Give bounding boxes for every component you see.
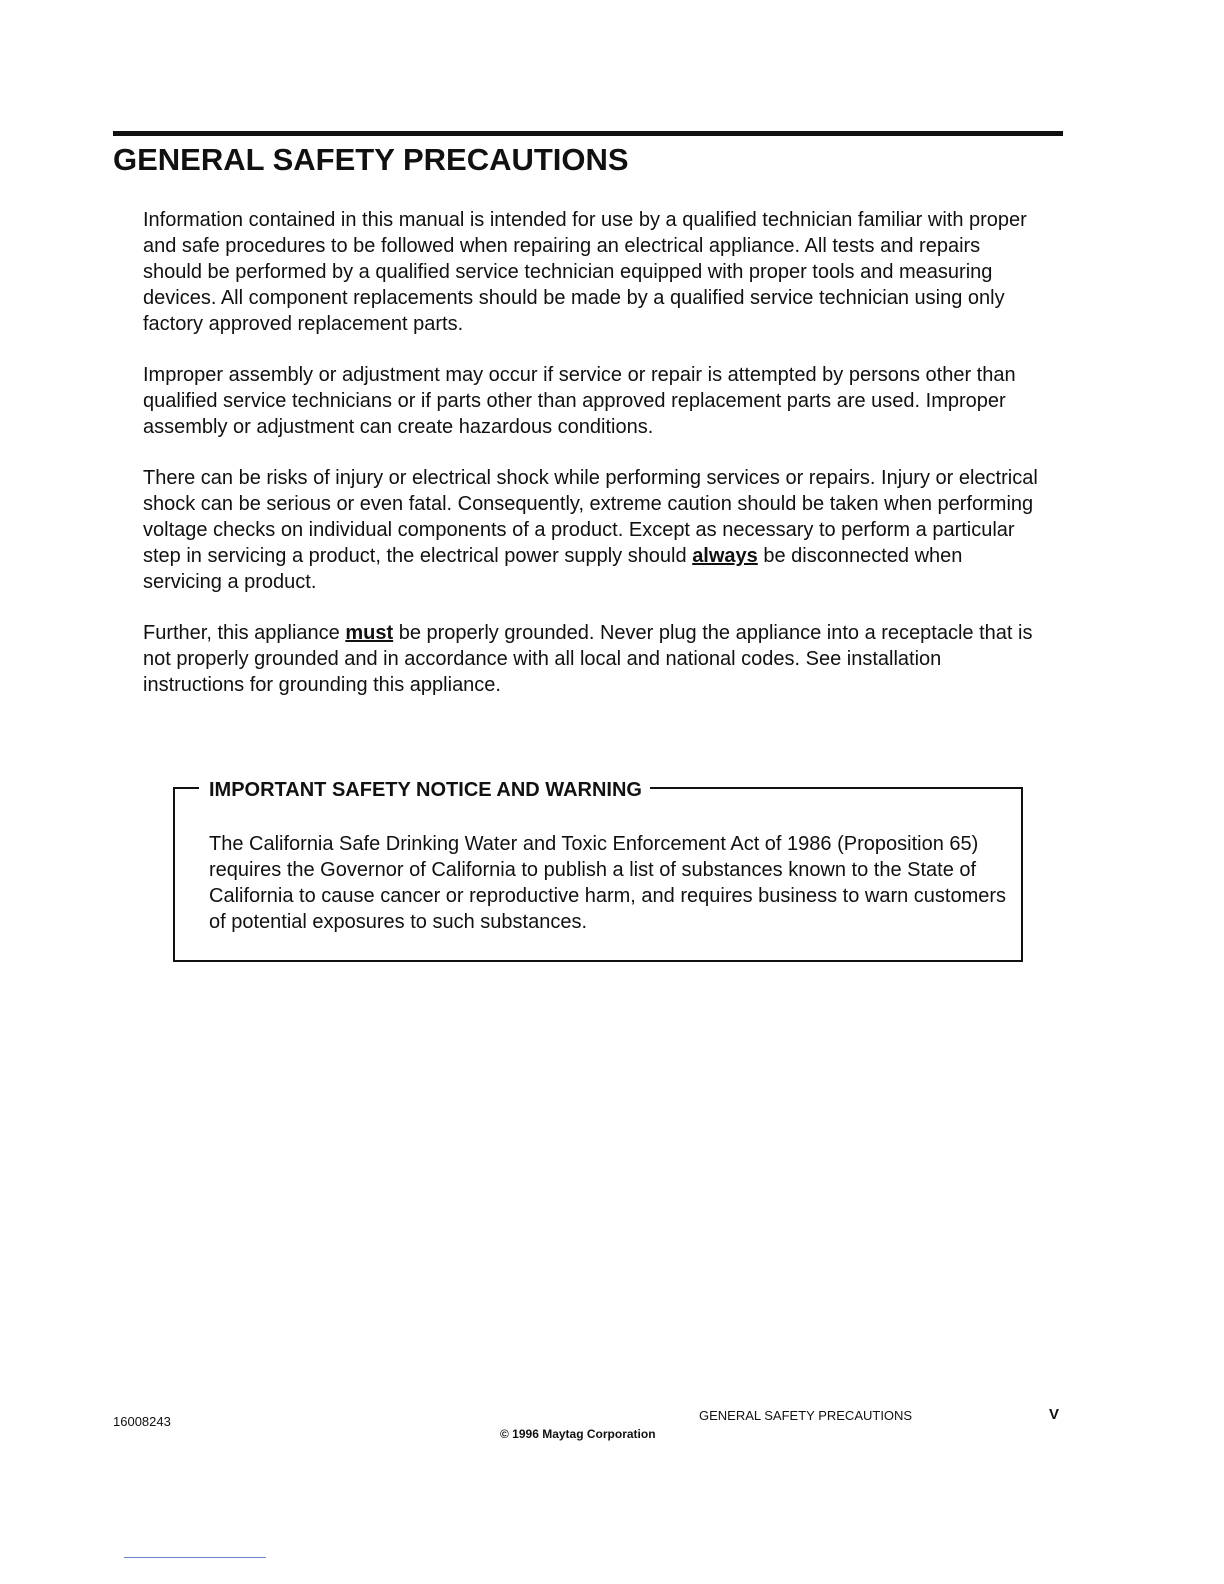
emphasis-must: must (345, 622, 394, 644)
footer-copyright: © 1996 Maytag Corporation (500, 1427, 656, 1441)
page-title: GENERAL SAFETY PRECAUTIONS (113, 142, 629, 177)
safety-notice-box (173, 779, 1023, 962)
paragraph-qualified-technician: Information contained in this manual is intended for use by a qualified technician familiar with proper and safe procedures to be followed when repairing an electrical appliance. All tests and repairs should be performed by a qualified service technician equipped with proper tools and measuring devices. All component replacements should be made by a qualified service technician using only factory approved replacement parts. (143, 209, 1027, 335)
paragraph-grounding (143, 620, 1043, 698)
shock-risk-text-before: There can be risks of injury or electrical shock while performing services or repairs. Injury or electrical shock can be serious or even fatal. Consequently, extreme caution should be taken when performing voltage checks on individual components of a product. Except as necessary to perform a particular step in servicing a product, the electrical power supply should (143, 467, 1038, 567)
paragraph-shock-risk (143, 465, 1043, 595)
footer-page-number: V (1049, 1406, 1060, 1423)
grounding-text-before: Further, this appliance (143, 622, 346, 644)
shock-risk-text-after: be disconnected when servicing a product. (143, 545, 963, 593)
footer-doc-number: 16008243 (113, 1414, 171, 1429)
scan-line-mark (124, 1557, 266, 1558)
header-rule (113, 131, 1063, 136)
footer-section-title: GENERAL SAFETY PRECAUTIONS (699, 1408, 913, 1423)
safety-notice-text: The California Safe Drinking Water and Toxic Enforcement Act of 1986 (Proposition 65) requires the Governor of California to publish a list of substances known to the State of California to cause cancer or reproductive harm, and requires business to warn customers of potential exposures to such substances. (209, 833, 1007, 933)
safety-notice-title: IMPORTANT SAFETY NOTICE AND WARNING (199, 778, 650, 802)
emphasis-always: always (692, 545, 758, 567)
body-text (143, 207, 1043, 723)
grounding-text-after: be properly grounded. Never plug the appliance into a receptacle that is not properly grounded and in accordance with all local and national codes. See installation instructions for grounding this appliance. (143, 622, 1033, 696)
paragraph-improper-assembly: Improper assembly or adjustment may occur if service or repair is attempted by persons other than qualified service technicians or if parts other than approved replacement parts are used. Improper assembly or adjustment can create hazardous conditions. (143, 364, 1016, 438)
